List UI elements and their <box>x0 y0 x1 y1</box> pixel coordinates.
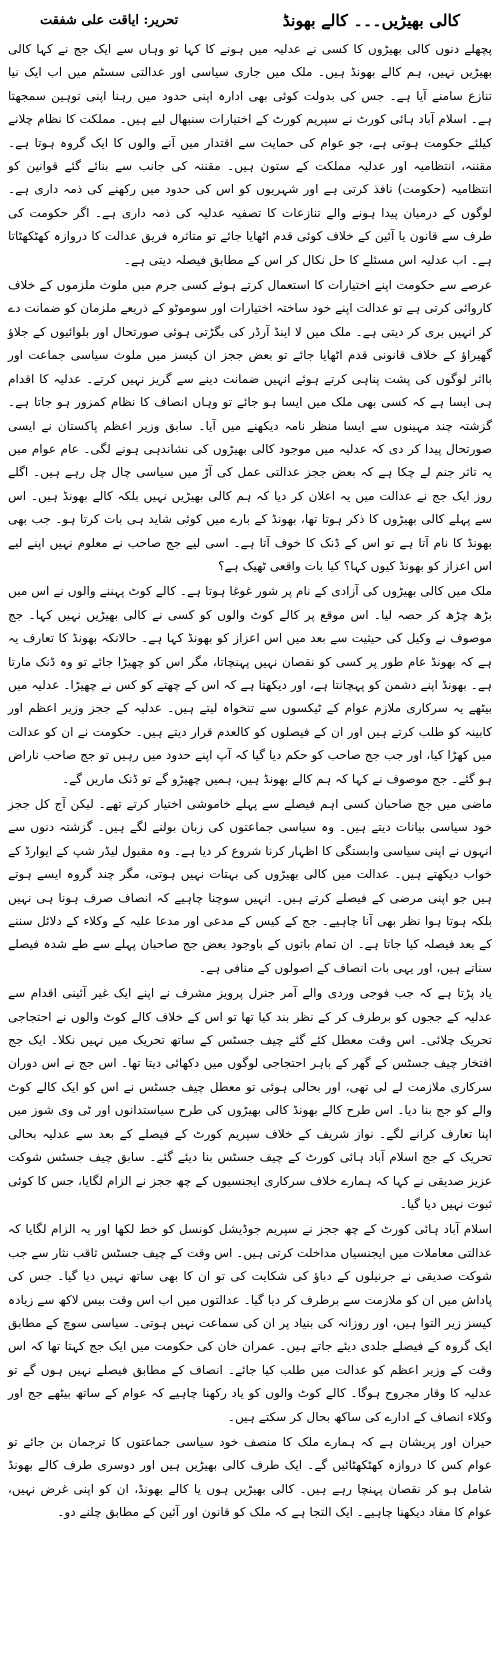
paragraph: یاد پڑتا ہے کہ جب فوجی وردی والے آمر جنرل پرویز مشرف نے اپنے ایک غیر آئینی اقدام سے عدلیہ کے ججوں کو برطرف کر کے نظر بند کیا تھا تو اس کے خلاف کالے کوٹ والوں نے احتجاجی تحریک چلائی۔ اس وقت معطل کئے گئے چیف جسٹس کے ساتھ تحریک میں نہیں نکلا۔ ایک جج افتخار چیف جسٹس کے گھر کے باہر احتجاجی لوگوں میں دکھائی دیتا تھا۔ اس جج نے اس دوران سرکاری ملازمت لے لی تھی، اور بحالی ہوئی تو معطل چیف جسٹس نے اس کو ایک کالے کوٹ والے کو جج بنا دیا۔ اس طرح کالے بھونڈ کالی بھیڑوں کی طرح سیاستدانوں اور ٹی وی شوز میں اپنا تعارف کرانے لگے۔ نواز شریف کے خلاف سپریم کورٹ کے فیصلے کے بعد سے عدلیہ بحالی تحریک کے جج اسلام آباد ہائی کورٹ کے چیف جسٹس بنا دیئے گئے۔ سابق چیف جسٹس شوکت عزیز صدیقی نے کہا کہ ہمارے خلاف سرکاری ایجنسیوں کے چھ ججز نے الزام لگایا، جس کا کوئی ثبوت نہیں دیا گیا۔ <box>8 986 492 1211</box>
paragraph: اسلام آباد ہائی کورٹ کے چھ ججز نے سپریم جوڈیشل کونسل کو خط لکھا اور یہ الزام لگایا کہ عدالتی معاملات میں ایجنسیاں مداخلت کرتی ہیں۔ اس وقت کے چیف جسٹس ثاقب نثار سے جب شوکت صدیقی نے جرنیلوں کے دباؤ کی شکایت کی تو ان کا بھی ساتھ نہیں دیا گیا۔ جس کی پاداش میں ان کو ملازمت سے برطرف کر دیا گیا۔ عدالتوں میں اب اس وقت بیس لاکھ سے زیادہ کیسز زیر التوا ہیں، اور روزانہ کی بنیاد پر ان کی سماعت نہیں ہوتی۔ سیاسی سوچ کے مطابق ایک گروہ کے فیصلے جلدی دیئے جاتے ہیں۔ عمران خان کی حکومت میں ایک جج کہتا تھا کہ اس وقت کے وزیر اعظم کو عدالت میں طلب کیا جائے۔ انصاف کے مطابق فیصلے نہیں ہوں گے تو عدلیہ کا وقار مجروح ہوگا۔ کالے کوٹ والوں کو یاد رکھنا چاہیے کہ عوام کے ساتھ بیٹھے جج اور وکلاء انصاف کے ادارے کی ساکھ بحال کر سکتے ہیں۔ <box>8 1222 492 1424</box>
article-title: کالی بھیڑیں۔۔۔ کالے بھونڈ <box>282 10 460 30</box>
paragraph: ملک میں کالی بھیڑوں کی آزادی کے نام پر شور غوغا ہوتا ہے۔ کالے کوٹ پہننے والوں نے اس میں بڑھ چڑھ کر حصہ لیا۔ اس موقع پر کالے کوٹ والوں کو کسی نے کالی بھیڑیں نہیں کہا۔ جج موصوف نے وکیل کی حیثیت سے بعد میں اس اعزاز کو بھونڈ کہا ہے۔ حالانکہ بھونڈ کا تعارف یہ ہے کہ بھونڈ عام طور پر کسی کو نقصان نہیں پہنچاتا، مگر اس کو چھیڑا جائے تو وہ ڈنک مارتا ہے۔ بھونڈ اپنے دشمن کو پہچانتا ہے، اور دیکھتا ہے کہ اس کے چھتے کو کس نے چھیڑا۔ عدلیہ میں بیٹھے یہ سرکاری ملازم عوام کے ٹیکسوں سے تنخواہ لیتے ہیں۔ عدلیہ کے ججز وزیر اعظم اور کابینہ کو طلب کرتے ہیں اور ان کے فیصلوں کو کالعدم قرار دیتے ہیں۔ حکومت نے ان کو عدالت میں کھڑا کیا، اور جب جج صاحب کو حکم دیا گیا کہ آپ اپنے حدود میں رہیں تو جج صاحب ناراض ہو گئے۔ جج موصوف نے کہا کہ ہم کالے بھونڈ ہیں، ہمیں چھیڑو گے تو ڈنک ماریں گے۔ <box>8 584 492 786</box>
article-byline: تحریر: ایاقت علی شفقت <box>40 12 179 28</box>
paragraph: پچھلے دنوں کالی بھیڑوں کا کسی نے عدلیہ میں ہونے کا کہا تو وہاں سے ایک جج نے کہا کالی بھیڑیں نہیں، ہم کالے بھونڈ ہیں۔ ملک میں جاری سیاسی اور عدالتی سسٹم میں اب ایک نیا تنازع سامنے آیا ہے۔ جس کی بدولت کوئی بھی ادارہ اپنی حدود میں رہنا اپنی توہین سمجھتا ہے۔ اسلام آباد ہائی کورٹ نے سپریم کورٹ کے اختیارات سنبھال لیے ہیں۔ مملکت کا نظام چلانے کیلئے حکومت ہوتی ہے، جو عوام کی حمایت سے اقتدار میں آنے والوں کا ایک گروہ ہوتا ہے۔ مقننہ، انتظامیہ اور عدلیہ مملکت کے ستون ہیں۔ مقننہ کی جانب سے بنائے گئے قوانین کو انتظامیہ (حکومت) نافذ کرتی ہے اور شہریوں کو اس کی حدود میں رکھنے کی ذمہ داری ہے۔ لوگوں کے درمیان پیدا ہونے والے تنازعات کا تصفیہ عدلیہ کی ذمہ داری ہے۔ اگر حکومت کی طرف سے قانون یا آئین کے خلاف کوئی قدم اٹھایا جائے تو متاثرہ فریق عدالت کا دروازہ کھٹکھٹاتا ہے۔ اب عدلیہ اس مسئلے کا حل نکال کر اس کے مطابق فیصلہ دیتی ہے۔ <box>8 42 492 267</box>
column-header <box>8 6 492 34</box>
paragraph: حیران اور پریشان ہے کہ ہمارے ملک کا منصف خود سیاسی جماعتوں کا ترجمان بن جائے تو عوام کس کا دروازہ کھٹکھٹائیں گے۔ ایک طرف کالی بھیڑیں ہیں اور دوسری طرف کالے بھونڈ شامل ہو کر نقصان پہنچا رہے ہیں۔ کالی بھیڑیں ہوں یا کالے بھونڈ، ان کو اپنی غرض نہیں، عوام کا مفاد دیکھنا چاہیے۔ ایک التجا ہے کہ ملک کو قانون اور آئین کے مطابق چلنے دو۔ <box>8 1434 492 1520</box>
paragraph: ماضی میں جج صاحبان کسی اہم فیصلے سے پہلے خاموشی اختیار کرتے تھے۔ لیکن آج کل ججز خود سیاسی بیانات دیتے ہیں۔ وہ سیاسی جماعتوں کی زبان بولنے لگے ہیں۔ گزشتہ دنوں سے انہوں نے اپنی سیاسی وابستگی کا اظہار کرنا شروع کر دیا ہے۔ وہ مقبول لیڈر شپ کے ایوارڈ کے خواب دیکھتے ہیں۔ عدالت میں کالی بھیڑوں کی بہتات نہیں ہوتی، مگر چند گروہ ایسے ہوتے ہیں جو اپنی مرضی کے فیصلے کرتے ہیں۔ انہیں سوچنا چاہیے کہ انصاف صرف ہونا ہی نہیں بلکہ ہوتا ہوا نظر بھی آنا چاہیے۔ جج کے کیس کے مدعی اور مدعا علیہ کے وکلاء کے دلائل سننے کے بعد فیصلہ کیا جاتا ہے۔ ان تمام باتوں کے باوجود بعض جج صاحبان پہلے سے طے شدہ فیصلے سناتے ہیں، اور یہی بات انصاف کے اصولوں کے منافی ہے۔ <box>8 797 492 975</box>
article-body <box>8 38 492 1525</box>
paragraph: عرصے سے حکومت اپنے اختیارات کا استعمال کرتے ہوئے کسی جرم میں ملوث ملزموں کے خلاف کاروائی کرتی ہے تو عدالت اپنے خود ساختہ اختیارات اور سوموٹو کے ذریعے ملزمان کو ضمانت دے کر انہیں بری کر دیتی ہے۔ ملک میں لا اینڈ آرڈر کی بگڑتی ہوئی صورتحال اور بلوائیوں کے جلاؤ گھیراؤ کے خلاف قانونی قدم اٹھایا جائے تو بعض ججز ان کیسز میں ملوث سیاسی جماعت اور بااثر لوگوں کی پشت پناہی کرتے ہوئے انہیں ضمانت دینے سے گریز نہیں کرتے۔ عدلیہ کا اقدام ہی ایسا ہے کہ کسی بھی ملک میں ایسا ہو جائے تو وہاں انصاف کا نظام کمزور ہو جاتا ہے۔ گزشتہ چند مہینوں سے ایسا منظر نامہ دیکھنے میں آیا۔ سابق وزیر اعظم پاکستان نے ایسی صورتحال پیدا کر دی کہ عدلیہ میں موجود کالی بھیڑوں کی نشاندہی ہونے لگی۔ عام عوام میں یہ تاثر جنم لے چکا ہے کہ بعض ججز عدالتی عمل کی آڑ میں سیاسی چال چل رہے ہیں۔ اگلے روز ایک جج نے عدالت میں یہ اعلان کر دیا کہ ہم کالی بھیڑیں نہیں بلکہ کالے بھونڈ ہیں۔ اس سے پہلے کالی بھیڑوں کا ذکر ہوتا تھا، بھونڈ کے بارے میں کوئی شاید ہی بات کرتا ہو۔ جب بھی بھونڈ کا نام آتا ہے تو اس کے ڈنک کا خوف آتا ہے۔ اسی لیے جج صاحب نے معلوم نہیں اپنے لیے اس اعزاز کو بھونڈ کیوں کہا؟ کیا بات واقعی ٹھیک ہے؟ <box>8 278 492 573</box>
